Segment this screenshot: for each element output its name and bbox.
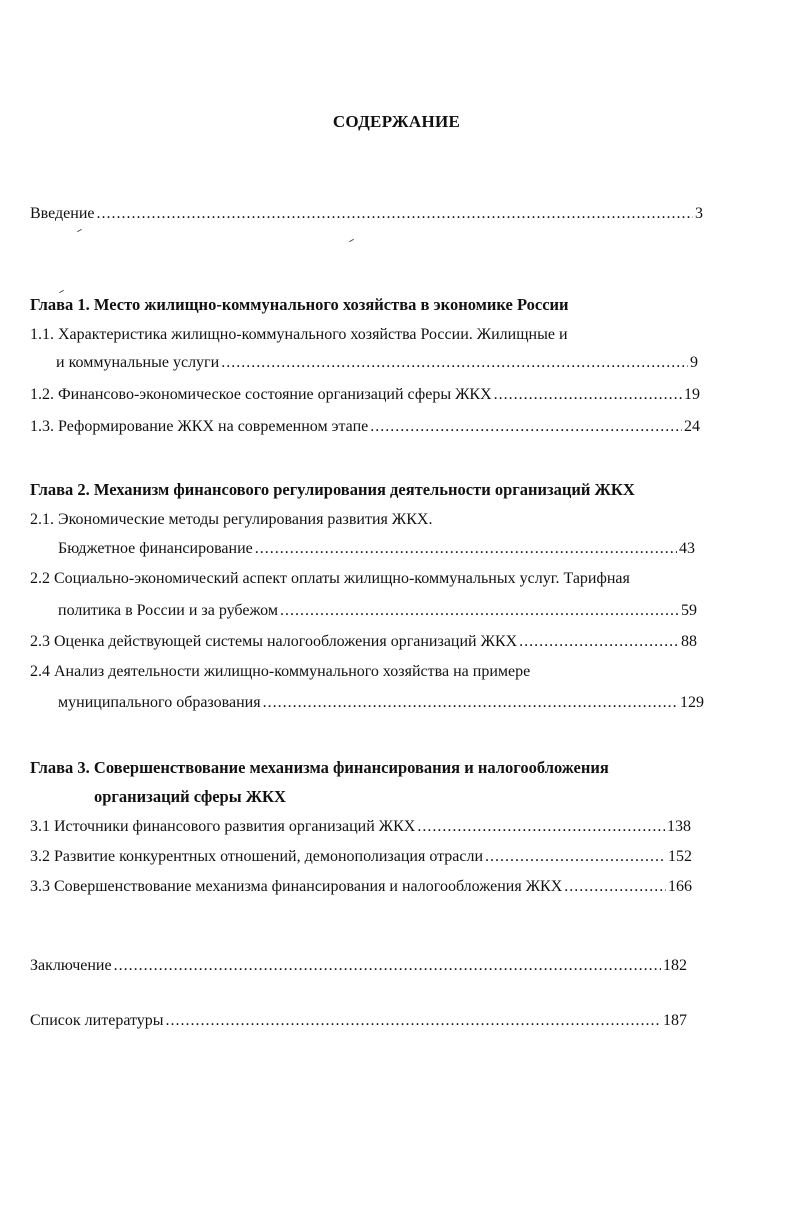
leader-dots	[564, 878, 666, 896]
toc-page-number: 138	[667, 818, 691, 835]
toc-page-number: 129	[680, 694, 704, 711]
toc-page-number: 187	[663, 1012, 687, 1029]
toc-entry-1-2[interactable]	[30, 386, 700, 408]
toc-entry-label: 3.2 Развитие конкурентных отношений, демонополизация отрасли	[30, 848, 484, 865]
leader-dots	[280, 602, 679, 620]
toc-entry-label: Список литературы	[30, 1012, 164, 1029]
toc-entry-label: Бюджетное финансирование	[58, 540, 253, 557]
leader-dots	[114, 957, 661, 975]
toc-entry-label: 3.3 Совершенствование механизма финансирования и налогообложения ЖКХ	[30, 878, 563, 895]
toc-entry-label: политика в России и за рубежом	[58, 602, 278, 619]
toc-entry-2-4-line1: 2.4 Анализ деятельности жилищно-коммунального хозяйства на примере	[30, 663, 531, 680]
toc-entry-1-3[interactable]	[30, 418, 700, 440]
toc-entry-label: 1.2. Финансово-экономическое состояние организаций сферы ЖКХ	[30, 386, 492, 403]
leader-dots	[370, 418, 682, 436]
leader-dots	[97, 205, 694, 223]
scan-artifact	[59, 290, 64, 293]
toc-entry-2-2-line1: 2.2 Социально-экономический аспект оплаты жилищно-коммунальных услуг. Тарифная	[30, 570, 630, 587]
toc-entry-label: муниципального образования	[58, 694, 261, 711]
toc-page-number: 88	[681, 633, 697, 650]
toc-entry-intro[interactable]	[30, 205, 703, 227]
chapter-1-heading[interactable]: Глава 1. Место жилищно-коммунального хозяйства в экономике России	[30, 295, 569, 314]
toc-entry-3-1[interactable]	[30, 818, 691, 840]
toc-page-number: 166	[668, 878, 692, 895]
toc-page-number: 59	[681, 602, 697, 619]
leader-dots	[263, 694, 678, 712]
toc-entry-1-1[interactable]	[56, 354, 698, 376]
leader-dots	[494, 386, 682, 404]
leader-dots	[417, 818, 665, 836]
toc-entry-1-1-line1: 1.1. Характеристика жилищно-коммунального хозяйства России. Жилищные и	[30, 326, 568, 343]
toc-entry-2-1-line1: 2.1. Экономические методы регулирования развития ЖКХ.	[30, 511, 433, 528]
toc-entry-bibliography[interactable]	[30, 1012, 687, 1034]
leader-dots	[166, 1012, 661, 1030]
toc-page-number: 182	[663, 957, 687, 974]
toc-page-number: 19	[684, 386, 700, 403]
toc-entry-3-2[interactable]	[30, 848, 692, 870]
toc-entry-label: Введение	[30, 205, 95, 222]
scan-artifact	[77, 229, 82, 232]
toc-entry-2-2[interactable]	[58, 602, 697, 624]
toc-entry-2-1[interactable]	[58, 540, 695, 562]
toc-entry-label: и коммунальные услуги	[56, 354, 220, 371]
toc-page-number: 152	[668, 848, 692, 865]
toc-entry-3-3[interactable]	[30, 878, 692, 900]
leader-dots	[255, 540, 677, 558]
toc-entry-2-3[interactable]	[30, 633, 697, 655]
chapter-3-heading[interactable]: Глава 3. Совершенствование механизма финансирования и налогообложения	[30, 758, 609, 777]
toc-entry-label: Заключение	[30, 957, 112, 974]
toc-page-number: 3	[695, 205, 703, 222]
leader-dots	[221, 354, 688, 372]
toc-page-number: 43	[679, 540, 695, 557]
toc-entry-label: 1.3. Реформирование ЖКХ на современном этапе	[30, 418, 369, 435]
toc-page-number: 9	[690, 354, 698, 371]
chapter-3-heading-line2[interactable]: организаций сферы ЖКХ	[94, 787, 286, 806]
scan-artifact	[349, 239, 354, 242]
toc-entry-label: 2.3 Оценка действующей системы налогообложения организаций ЖКХ	[30, 633, 518, 650]
toc-page-number: 24	[684, 418, 700, 435]
toc-entry-label: 3.1 Источники финансового развития организаций ЖКХ	[30, 818, 416, 835]
leader-dots	[519, 633, 679, 651]
leader-dots	[485, 848, 666, 866]
toc-entry-conclusion[interactable]	[30, 957, 687, 979]
toc-entry-2-4[interactable]	[58, 694, 704, 716]
chapter-2-heading[interactable]: Глава 2. Механизм финансового регулирования деятельности организаций ЖКХ	[30, 480, 635, 499]
page-title: СОДЕРЖАНИЕ	[332, 112, 461, 131]
